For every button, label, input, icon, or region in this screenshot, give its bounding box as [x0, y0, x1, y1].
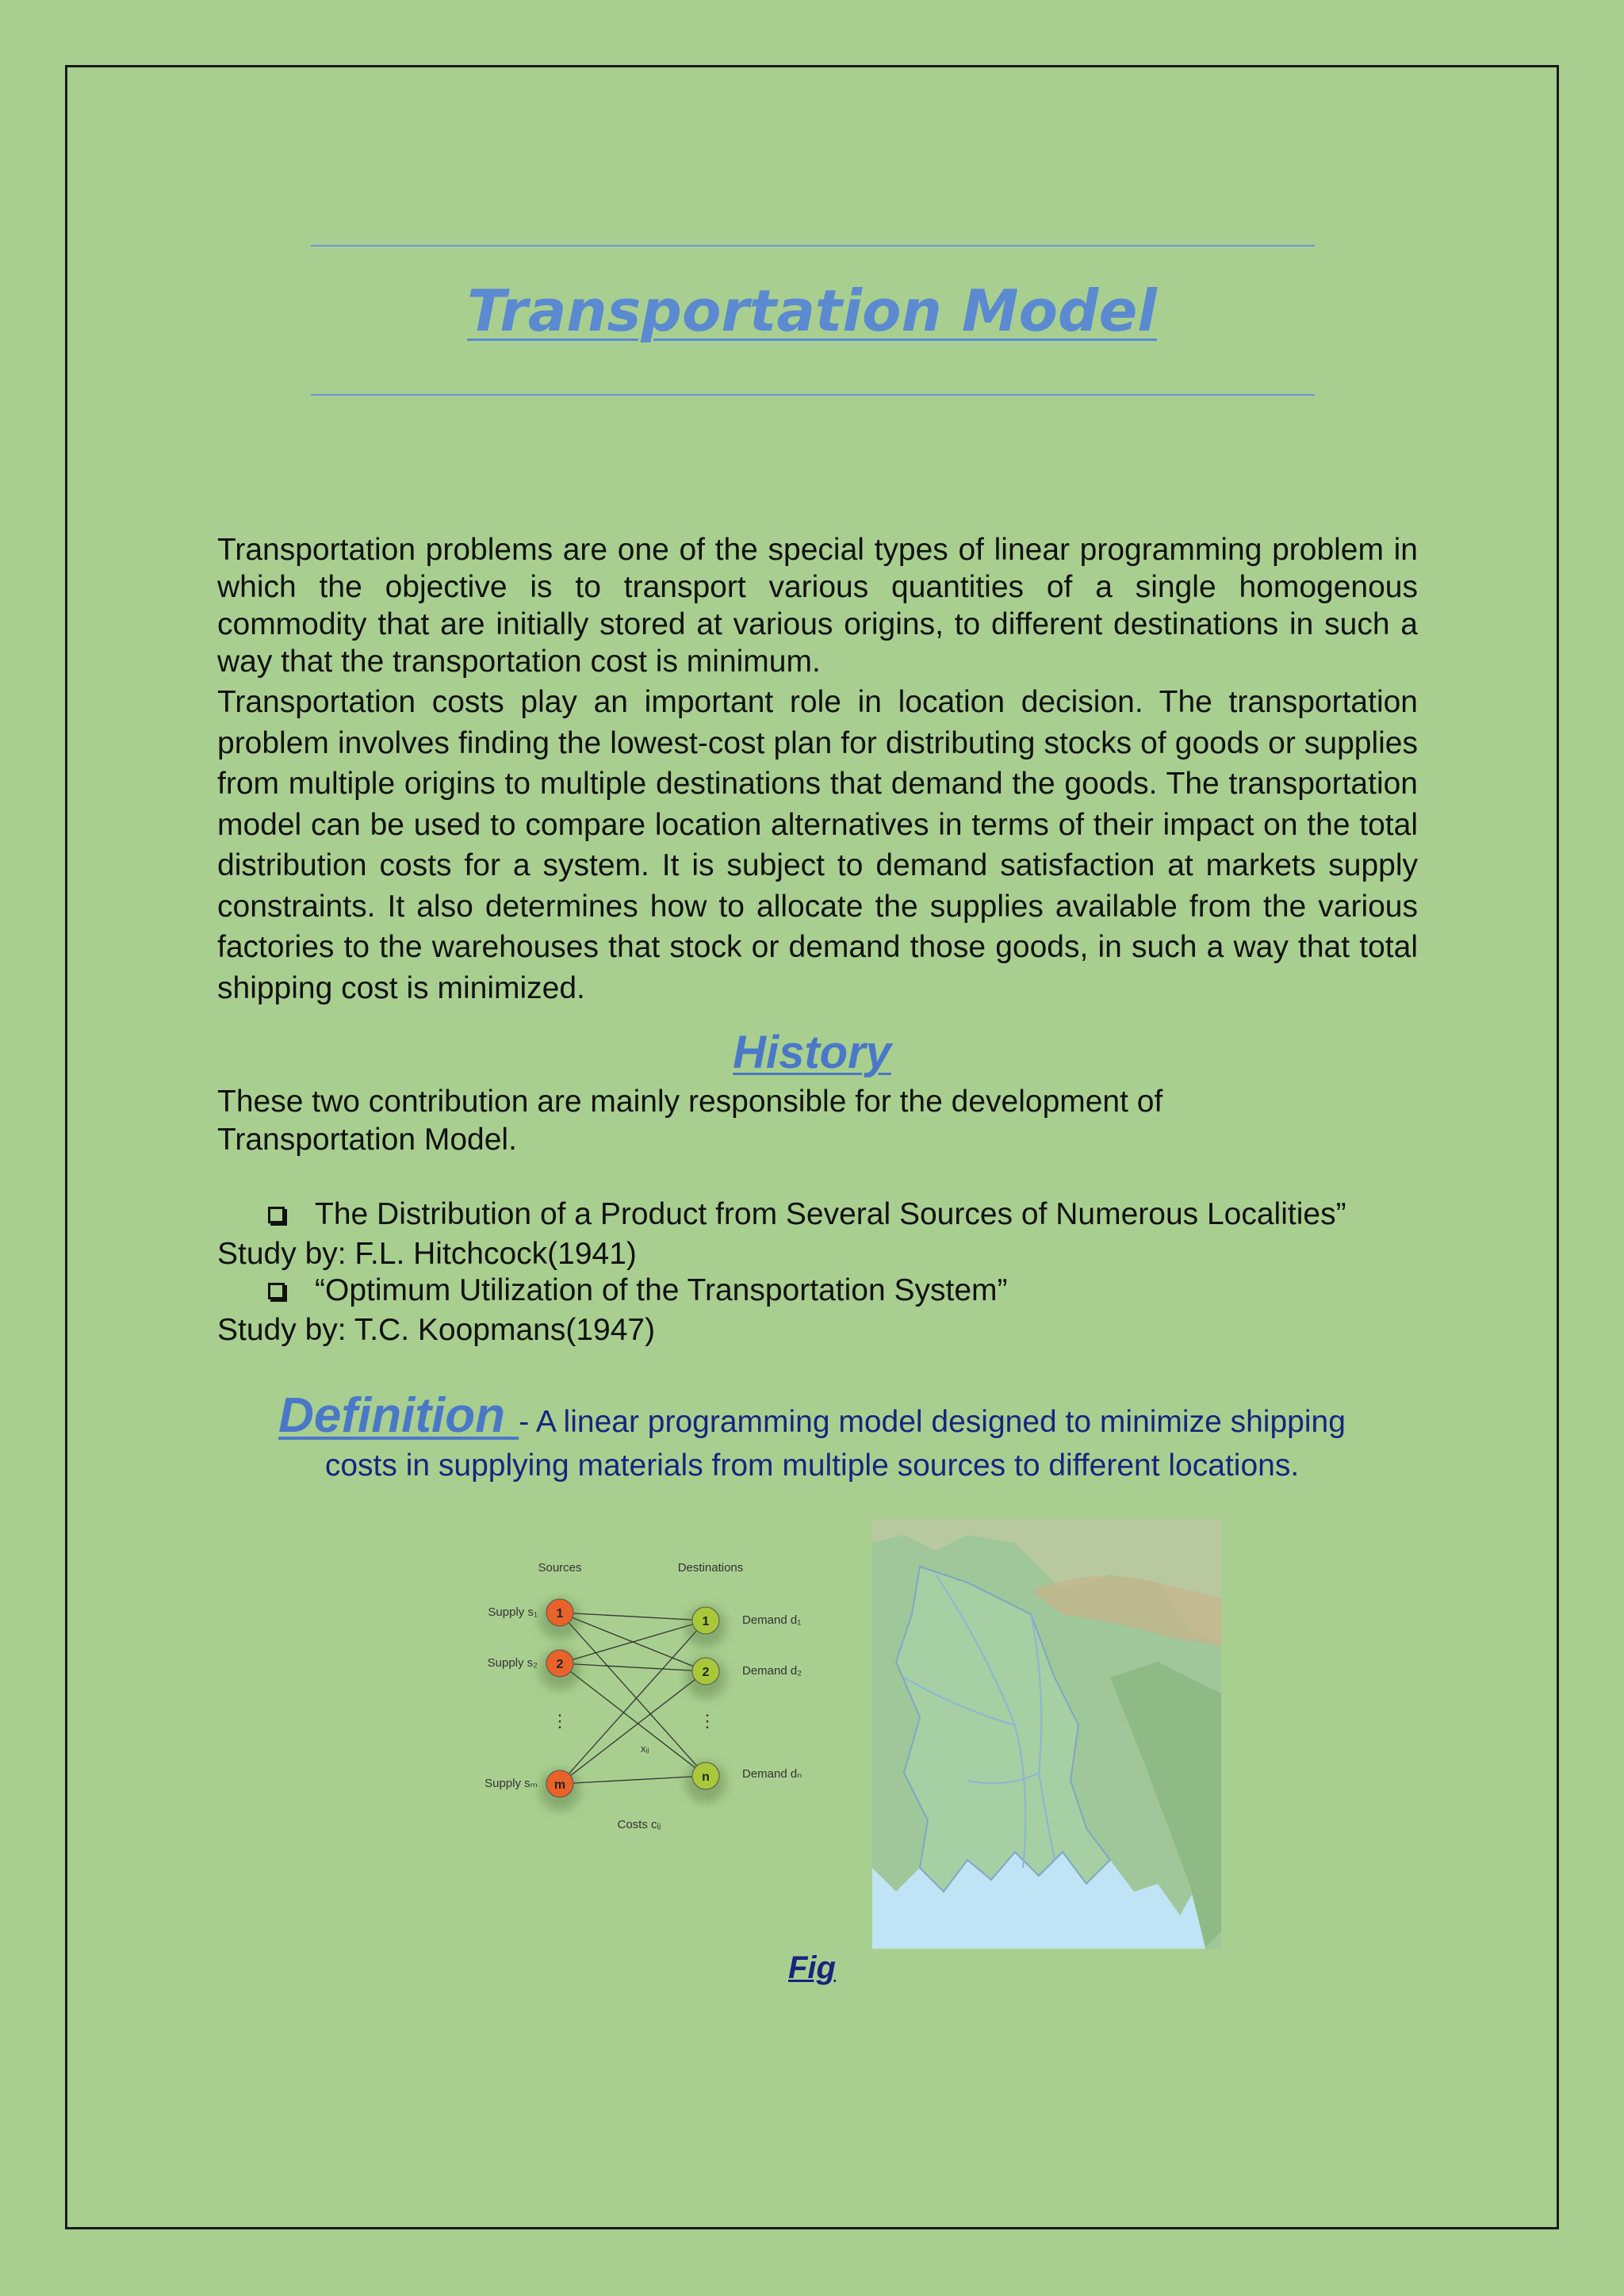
ellipsis-sources: ⋮ [551, 1711, 569, 1731]
supply-label: Supply s₂ [487, 1656, 538, 1670]
history-intro-line2: Transportation Model. [217, 1123, 517, 1157]
costs-label: Costs cᵢⱼ [617, 1818, 661, 1831]
history-item-study: Study by: F.L. Hitchcock(1941) [217, 1237, 637, 1271]
supply-label: Supply s₁ [488, 1605, 538, 1619]
history-item-title: The Distribution of a Product from Several Sources of Numerous Localities” [315, 1197, 1346, 1231]
destination-node-label: 1 [702, 1615, 710, 1628]
intro-paragraph: Transportation problems are one of the special types of linear programming problem in which the objective is to transport various quantities of a single homogenous commodity that are initially stored at various origins, to different destinations in such a way that the transportation cost is minimum. [217, 533, 1418, 679]
definition-text-line2: costs in supplying materials from multiple sources to different locations. [324, 1448, 1300, 1483]
page-title: Transportation Model [467, 277, 1157, 344]
supply-label: Supply sₘ [485, 1777, 538, 1790]
bangladesh-map [872, 1519, 1221, 1949]
checkbox-bullet-icon [268, 1207, 285, 1223]
sources-label: Sources [538, 1561, 582, 1575]
destination-node-label: n [702, 1770, 710, 1784]
source-node-label: 1 [556, 1607, 564, 1621]
demand-label: Demand d₁ [742, 1613, 802, 1627]
destination-node-label: 2 [702, 1666, 710, 1679]
checkbox-bullet-icon [268, 1283, 285, 1299]
definition-heading: Definition [278, 1388, 519, 1443]
figure-caption: Fig [788, 1950, 836, 1985]
network-edges [560, 1613, 706, 1784]
demand-label: Demand dₙ [742, 1767, 802, 1781]
source-node-label: 2 [556, 1658, 564, 1671]
title-bottom-rule [311, 394, 1315, 396]
cost-paragraph: Transportation costs play an important role in location decision. The transportation problem involves finding the lowest-cost plan for distributing stocks of goods or supplies from multiple origins to multiple destinations that demand the goods. The transportation model can be used to compare location alternatives in terms of their impact on the total distribution costs for a system. It is subject to demand satisfaction at markets supply constraints. It also determines how to allocate the supplies available from the various factories to the warehouses that stock or demand those goods, in such a way that total shipping cost is minimized. [217, 685, 1418, 1005]
definition-block [0, 1388, 1624, 1487]
definition-text-line1: - A linear programming model designed to minimize shipping [519, 1405, 1346, 1439]
history-item-study: Study by: T.C. Koopmans(1947) [217, 1313, 656, 1347]
transportation-network-diagram [444, 1538, 825, 1847]
demand-label: Demand d₂ [742, 1664, 802, 1678]
ellipsis-destinations: ⋮ [699, 1711, 716, 1731]
destinations-label: Destinations [677, 1561, 744, 1575]
edge-label: xᵢⱼ [641, 1743, 649, 1755]
history-item-1 [268, 1197, 1346, 1232]
history-heading: History [733, 1027, 891, 1078]
source-node-label: m [553, 1778, 566, 1792]
history-item-title: “Optimum Utilization of the Transportation System” [315, 1273, 1008, 1307]
title-top-rule [311, 245, 1315, 247]
history-intro-line1: These two contribution are mainly responsible for the development of [217, 1085, 1163, 1119]
history-item-2 [268, 1273, 1007, 1308]
